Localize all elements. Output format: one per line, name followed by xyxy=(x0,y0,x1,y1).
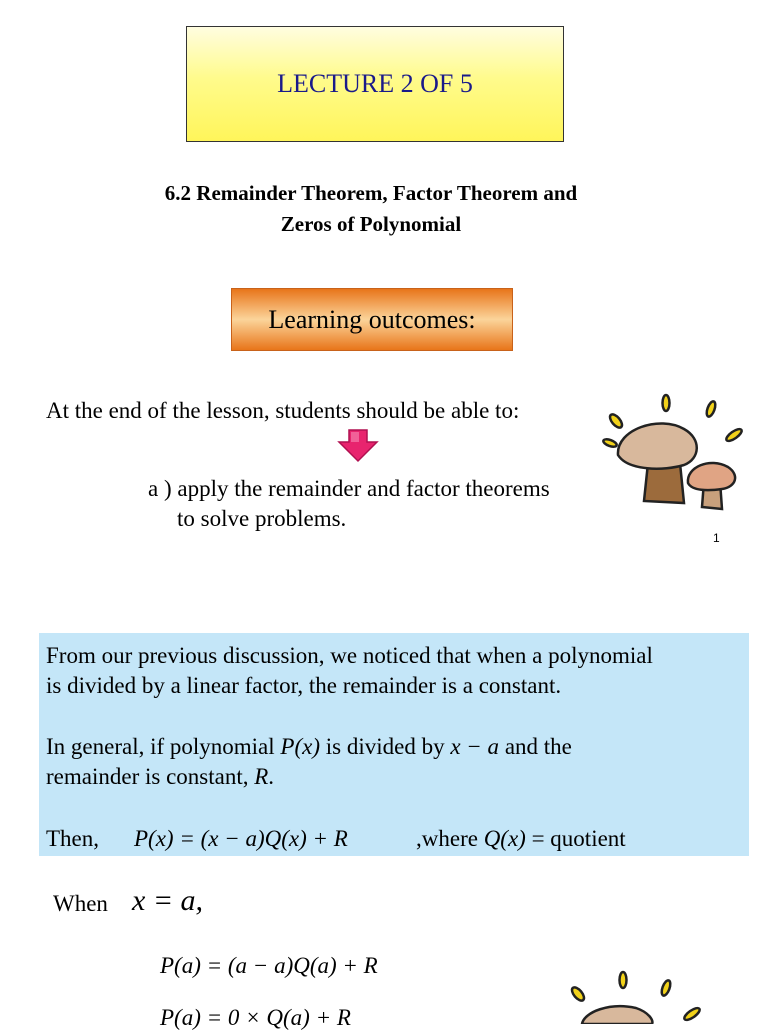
para1-line1: From our previous discussion, we noticed that when a polynomial xyxy=(46,643,653,668)
when-label: When xyxy=(53,891,108,916)
remainder-r: R xyxy=(254,764,269,789)
para2-text-a: In general, if polynomial xyxy=(46,734,281,759)
para2-line2 xyxy=(46,762,274,792)
para1-line2: is divided by a linear factor, the remainder is a constant. xyxy=(46,673,562,698)
then-equation: P(x) = (x − a)Q(x) + R xyxy=(134,826,348,851)
mushroom-clipart-icon xyxy=(548,968,708,1024)
para2-text-c: and the xyxy=(499,734,572,759)
linear-factor: x − a xyxy=(450,734,500,759)
lecture-title-box xyxy=(186,26,564,142)
page-number: 1 xyxy=(713,531,720,545)
where-clause xyxy=(416,824,626,854)
learning-outcomes-box xyxy=(231,288,513,351)
outcome-a-line1: a ) apply the remainder and factor theorems xyxy=(148,476,550,501)
arrow-down-icon xyxy=(337,428,379,464)
where-text-b: = quotient xyxy=(525,826,626,851)
equation-1: P(a) = (a − a)Q(a) + R xyxy=(160,953,378,978)
para2-line1 xyxy=(46,732,572,762)
intro-text: At the end of the lesson, students should be able to: xyxy=(46,398,520,423)
learning-outcomes-label: Learning outcomes: xyxy=(268,304,476,334)
polynomial-px: P(x) xyxy=(280,734,320,759)
when-equation: x = a, xyxy=(132,884,204,917)
lecture-title: LECTURE 2 OF 5 xyxy=(277,69,473,98)
equation-2: P(a) = 0 × Q(a) + R xyxy=(160,1005,351,1030)
then-label: Then, xyxy=(46,826,100,851)
where-text-a: ,where xyxy=(416,826,484,851)
para2-text-b: is divided by xyxy=(319,734,451,759)
section-title-line1: 6.2 Remainder Theorem, Factor Theorem and xyxy=(164,181,578,205)
mushroom-clipart-icon xyxy=(598,393,750,519)
para2-text-e: . xyxy=(268,764,275,789)
outcome-a-line2: to solve problems. xyxy=(177,506,347,531)
section-title xyxy=(0,178,742,240)
section-title-line2: Zeros of Polynomial xyxy=(280,212,462,236)
para2-text-d: remainder is constant, xyxy=(46,764,255,789)
quotient-qx: Q(x) xyxy=(483,826,526,851)
